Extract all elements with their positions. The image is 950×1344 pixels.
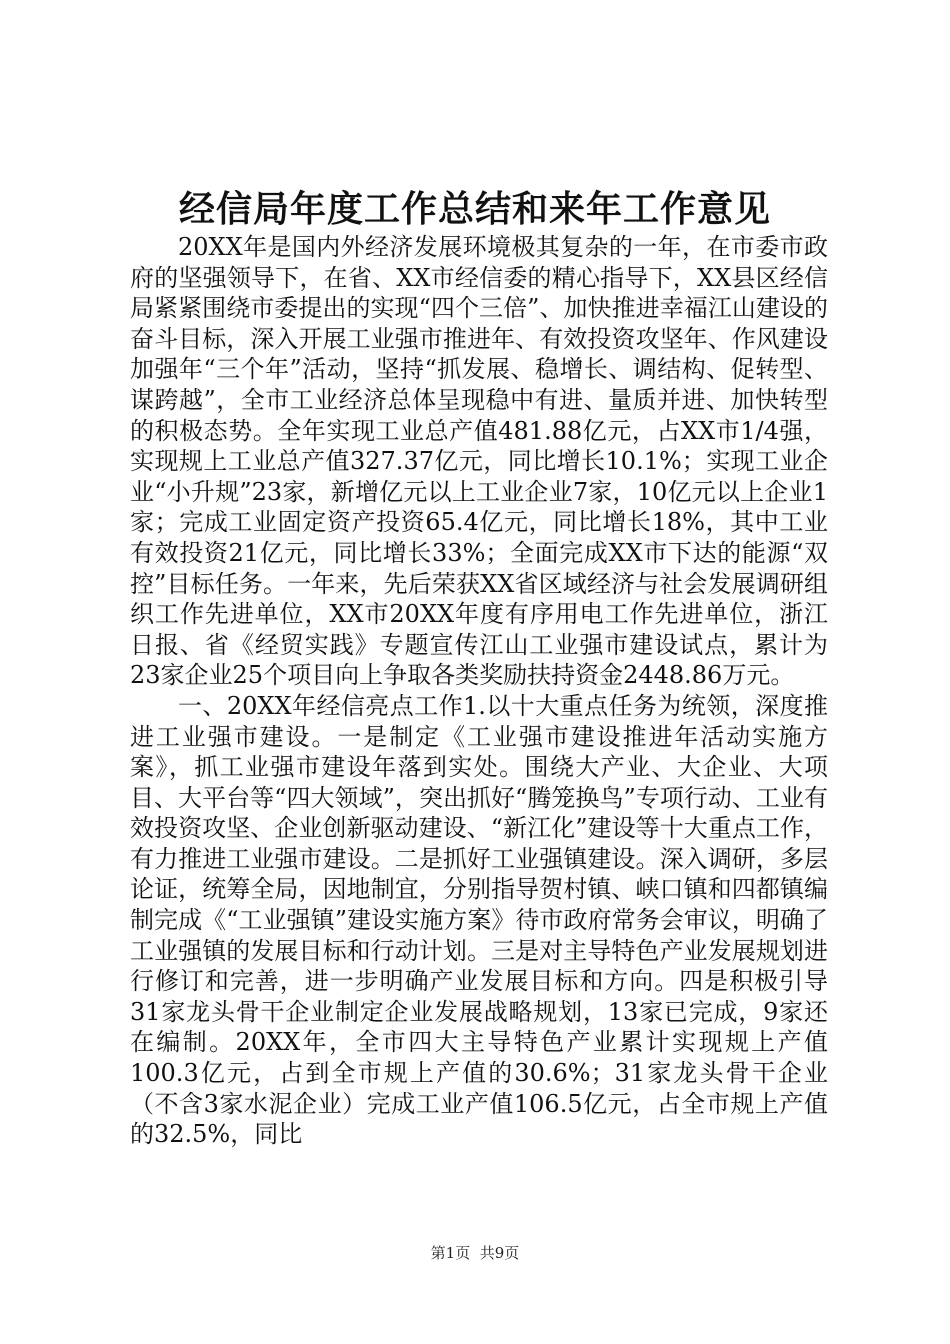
page-number: 第1页 <box>430 1244 471 1262</box>
footer-spacer <box>470 1244 480 1262</box>
paragraph-highlights: 一、20XX年经信亮点工作1.以十大重点任务为统领，深度推进工业强市建设。一是制定《工业强市建设推进年活动实施方案》，抓工业强市建设年落到实处。围绕大产业、大企业、大项目、大平台等“四大领域”，突出抓好“腾笼换鸟”专项行动、工业有效投资攻坚、企业创新驱动建设、“新江化”建设等十大重点工作，有力推进工业强市建设。二是抓好工业强镇建设。深入调研，多层论证，统筹全局，因地制宜，分别指导贺村镇、峡口镇和四都镇编制完成《“工业强镇”建设实施方案》待市政府常务会审议，明确了工业强镇的发展目标和行动计划。三是对主导特色产业发展规划进行修订和完善，进一步明确产业发展目标和方向。四是积极引导31家龙头骨干企业制定企业发展战略规划，13家已完成，9家还在编制。20XX年，全市四大主导特色产业累计实现规上产值100.3亿元，占到全市规上产值的30.6%；31家龙头骨干企业（不含3家水泥企业）完成工业产值106.5亿元，占全市规上产值的32.5%，同比 <box>130 691 828 1149</box>
document-title: 经信局年度工作总结和来年工作意见 <box>178 188 771 230</box>
document-body <box>130 232 828 1150</box>
page-total: 共9页 <box>479 1244 520 1262</box>
page-footer <box>0 1243 950 1263</box>
paragraph-summary: 20XX年是国内外经济发展环境极其复杂的一年，在市委市政府的坚强领导下，在省、XX市经信委的精心指导下，XX县区经信局紧紧围绕市委提出的实现“四个三倍”、加快推进幸福江山建设的奋斗目标，深入开展工业强市推进年、有效投资攻坚年、作风建设加强年“三个年”活动，坚持“抓发展、稳增长、调结构、促转型、谋跨越”，全市工业经济总体呈现稳中有进、量质并进、加快转型的积极态势。全年实现工业总产值481.88亿元，占XX市1/4强，实现规上工业总产值327.37亿元，同比增长10.1%；实现工业企业“小升规”23家，新增亿元以上工业企业7家，10亿元以上企业1家；完成工业固定资产投资65.4亿元，同比增长18%，其中工业有效投资21亿元，同比增长33%；全面完成XX市下达的能源“双控”目标任务。一年来，先后荣获XX省区域经济与社会发展调研组织工作先进单位，XX市20XX年度有序用电工作先进单位，浙江日报、省《经贸实践》专题宣传江山工业强市建设试点，累计为23家企业25个项目向上争取各类奖励扶持资金2448.86万元。 <box>130 233 828 690</box>
